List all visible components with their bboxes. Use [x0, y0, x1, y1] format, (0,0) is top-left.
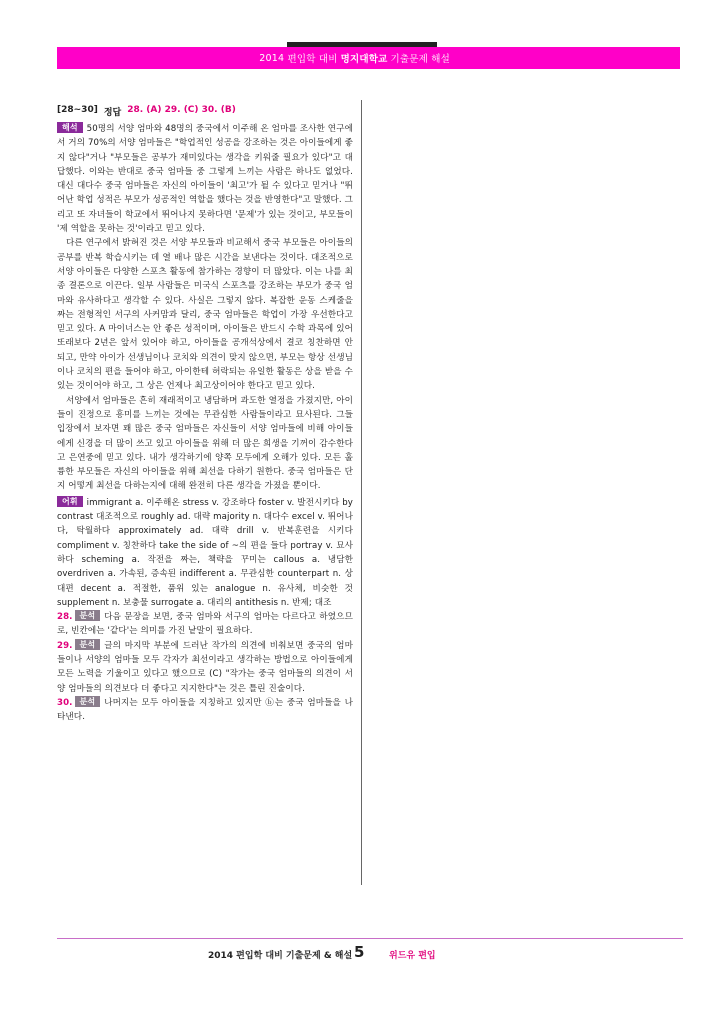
haeseol-text-1: 50명의 서양 엄마와 48명의 중국에서 이주해 온 엄마를 조사한 연구에서 거의 70%의 서양 엄마들은 "학업적인 성공을 강조하는 것은 아이들에게 좋지 않다"거나 "부모들은 공부가 재미있다는 생각을 키워줄 필요가 있다"고 대답했다. 이와는 반대로 중국 엄마들 중 그렇게 느끼는 사람은 하나도 없었다. 대신 대다수 중국 엄마들은 자신의 아이들이 '최고'가 될 수 있다고 믿거나 "뛰어난 학업 성적은 부모가 성공적인 역할을 했다는 것을 반영한다"고 말했다. 그리고 또 자녀들이 학교에서 뛰어나지 못하다면 '문제'가 있는 것이고, 부모들이 '제 역할을 못하는 것'이라고 믿고 있다.	[57, 124, 353, 235]
question-29-tag: 분석	[75, 639, 101, 650]
vocab-paragraph	[57, 496, 353, 610]
page-number: 5	[354, 943, 365, 961]
haeseol-tag: 해석	[57, 122, 83, 133]
haeseol-paragraph-2	[57, 236, 353, 393]
header-year: 2014	[259, 52, 285, 64]
vocab-tag: 어휘	[57, 496, 83, 507]
vocab-text: immigrant a. 이주해온 stress v. 강조하다 foster v. 발전시키다 by contrast 대조적으로 roughly ad. 대략 majority n. 대다수 excel v. 뛰어나다, 탁월하다 approximately ad. 대략 drill v. 반복훈련을 시키다 compliment v. 칭찬하다 take the side of ~의 편을 들다 portray v. 묘사하다 scheming a. 작전을 짜는, 책략을 꾸미는 callous a. 냉담한 overdriven a. 가속된, 증속된 indifferent a. 무관심한 counterpart n. 상대편 decent a. 적절한, 품위 있는 analogue n. 유사체, 비슷한 것 supplement n. 보충물 surrogate a. 대리의 antithesis n. 반제; 대조	[57, 497, 353, 608]
footer-rule	[57, 938, 683, 939]
question-29-number: 29.	[57, 640, 73, 651]
haeseol-text-2: 다른 연구에서 밝혀진 것은 서양 부모들과 비교해서 중국 부모들은 아이들의 공부를 반복 학습시키는 데 열 배나 많은 시간을 보낸다는 것이다. 대조적으로 서양 아이들은 다양한 스포츠 활동에 참가하는 경향이 더 많았다. 이는 나를 최종 결론으로 이끈다. 일부 사람들은 미국식 스포츠를 강조하는 부모가 중국 엄마와 유사하다고 생각할 수 있다. 사실은 그렇지 않다. 복잡한 운동 스케줄을 짜는 전형적인 서구의 사커맘과 달리, 중국 엄마들은 학업이 가장 우선한다고 믿고 있다. A 마이너스는 안 좋은 성적이며, 아이들은 반드시 수학 과목에 있어 또래보다 2년은 앞서 있어야 하고, 아이들을 공개석상에서 결코 칭찬하면 안 되고, 만약 아이가 선생님이나 코치와 의견이 맞지 않으면, 부모는 항상 선생님이나 코치의 편을 들어야 하고, 아이한테 허락되는 유일한 활동은 상을 받을 수 있는 것이어야 하고, 그 상은 언제나 최고상이어야 한다고 믿고 있다.	[57, 238, 353, 392]
footer-title: 2014 편입학 대비 기출문제 & 해설	[208, 951, 353, 961]
header-school: 명지대학교	[340, 54, 388, 65]
question-30-text: 나머지는 모두 아이들을 지칭하고 있지만 ⓑ는 중국 엄마들을 나타낸다.	[57, 697, 353, 723]
question-29-text: 글의 마지막 부분에 드러난 작가의 의견에 비춰보면 중국의 엄마들이나 서양의 엄마들 모두 각자가 최선이라고 생각하는 방법으로 아이들에게 모든 노력을 기울이고 있다고 했으므로 (C) "작가는 중국 엄마들의 의견이 서양 엄마들의 의견보다 더 좋다고 지지한다"는 것은 틀린 진술이다.	[57, 640, 353, 694]
question-28-number: 28.	[57, 612, 73, 623]
footer	[0, 945, 720, 963]
footer-brand: 위드유 편입	[389, 951, 436, 961]
header-prefix: 편입학 대비	[287, 54, 338, 65]
left-column	[57, 105, 353, 724]
answer-label: 정답	[103, 108, 122, 118]
answer-list: 28. (A) 29. (C) 30. (B)	[127, 105, 236, 115]
header-suffix: 기출문제 해설	[390, 54, 450, 65]
question-28-tag: 분석	[75, 610, 101, 621]
haeseol-text-3: 서양에서 엄마들은 흔히 재래적이고 냉담하며 과도한 열정을 가졌지만, 아이들이 진정으로 흥미를 느끼는 것에는 무관심한 사람들이라고 묘사된다. 그들 입장에서 보자면 꽤 많은 중국 엄마들은 자신들이 서양 엄마들에 비해 아이들에게 신경을 더 많이 쓰고 있고 아이들을 위해 더 많은 희생을 기꺼이 감수한다고 은연중에 믿고 있다. 내가 생각하기에 양쪽 모두에게 오해가 있다. 모든 훌륭한 부모들은 자신의 아이들을 위해 최선을 다하기 원한다. 중국 엄마들은 단지 어떻게 최선을 다하는지에 대해 완전히 다른 생각을 가졌을 뿐이다.	[57, 395, 353, 492]
answer-line	[57, 105, 353, 118]
question-29-analysis	[57, 639, 353, 696]
question-30-analysis	[57, 696, 353, 725]
question-28-analysis	[57, 610, 353, 639]
haeseol-paragraph-3	[57, 394, 353, 494]
header-bar	[57, 47, 680, 69]
question-30-tag: 분석	[75, 696, 101, 707]
question-30-number: 30.	[57, 697, 73, 708]
question-28-text: 다음 문장을 보면, 중국 엄마와 서구의 엄마는 다르다고 하였으므로, 빈칸에는 '같다'는 의미를 가진 낱말이 필요하다.	[57, 612, 353, 637]
haeseol-paragraph-1	[57, 122, 353, 236]
question-range: [28~30]	[57, 105, 98, 115]
column-divider	[361, 100, 362, 885]
